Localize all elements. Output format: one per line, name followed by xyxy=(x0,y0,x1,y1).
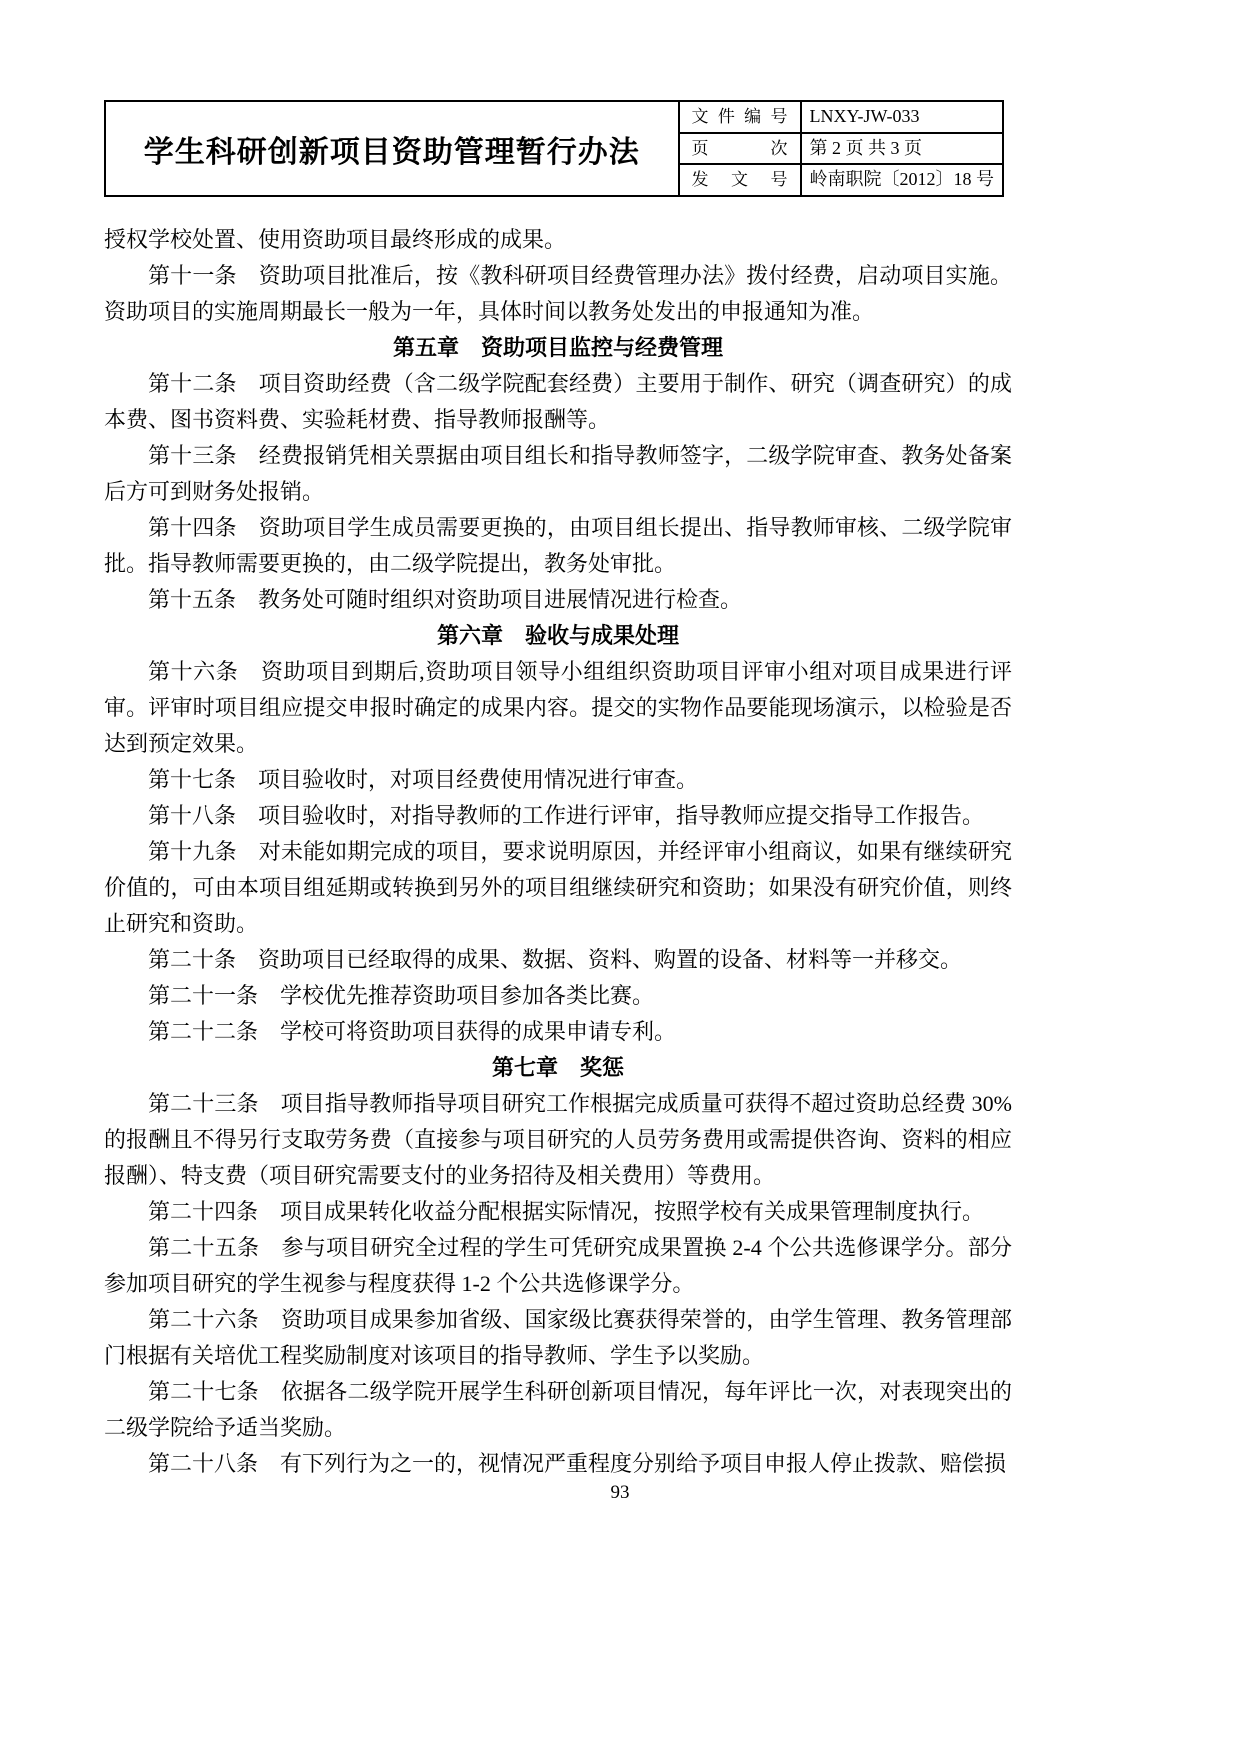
paragraph: 第二十三条 项目指导教师指导项目研究工作根据完成质量可获得不超过资助总经费 30%的报酬且不得另行支取劳务费（直接参与项目研究的人员劳务费用或需提供咨询、资料的相应报酬）、特支费（项目研究需要支付的业务招待及相关费用）等费用。 xyxy=(104,1091,1012,1188)
document-title: 学生科研创新项目资助管理暂行办法 xyxy=(106,102,680,195)
meta-row-page xyxy=(680,134,1003,166)
paragraph: 第十一条 资助项目批准后，按《教科研项目经费管理办法》拨付经费，启动项目实施。资助项目的实施周期最长一般为一年，具体时间以教务处发出的申报通知为准。 xyxy=(104,263,1012,324)
meta-value-page: 第 2 页 共 3 页 xyxy=(809,137,922,158)
meta-row-issue-number xyxy=(680,165,1003,195)
paragraph: 第十六条 资助项目到期后,资助项目领导小组组织资助项目评审小组对项目成果进行评审。评审时项目组应提交申报时确定的成果内容。提交的实物作品要能现场演示，以检验是否达到预定效果。 xyxy=(104,659,1012,756)
paragraph: 第二十一条 学校优先推荐资助项目参加各类比赛。 xyxy=(148,983,655,1008)
paragraph: 第二十五条 参与项目研究全过程的学生可凭研究成果置换 2-4 个公共选修课学分。部分参加项目研究的学生视参与程度获得 1-2 个公共选修课学分。 xyxy=(104,1235,1012,1296)
paragraph: 第十四条 资助项目学生成员需要更换的，由项目组长提出、指导教师审核、二级学院审批。指导教师需要更换的，由二级学院提出，教务处审批。 xyxy=(104,515,1012,576)
paragraph: 第二十七条 依据各二级学院开展学生科研创新项目情况，每年评比一次，对表现突出的二级学院给予适当奖励。 xyxy=(104,1379,1012,1440)
document-body xyxy=(104,222,1012,1482)
paragraph: 第十二条 项目资助经费（含二级学院配套经费）主要用于制作、研究（调查研究）的成本费、图书资料费、实验耗材费、指导教师报酬等。 xyxy=(104,371,1012,432)
chapter-heading: 第五章 资助项目监控与经费管理 xyxy=(392,335,723,360)
paragraph: 第二十条 资助项目已经取得的成果、数据、资料、购置的设备、材料等一并移交。 xyxy=(148,947,963,972)
paragraph: 第十八条 项目验收时，对指导教师的工作进行评审，指导教师应提交指导工作报告。 xyxy=(148,803,985,828)
meta-label-page: 页次 xyxy=(680,134,802,164)
paragraph: 授权学校处置、使用资助项目最终形成的成果。 xyxy=(104,227,567,252)
meta-table xyxy=(680,102,1003,195)
paragraph: 第二十六条 资助项目成果参加省级、国家级比赛获得荣誉的，由学生管理、教务管理部门根据有关培优工程奖励制度对该项目的指导教师、学生予以奖励。 xyxy=(104,1307,1012,1368)
paragraph: 第十九条 对未能如期完成的项目，要求说明原因，并经评审小组商议，如果有继续研究价值的，可由本项目组延期或转换到另外的项目组继续研究和资助；如果没有研究价值，则终止研究和资助。 xyxy=(104,839,1012,936)
meta-row-file-number xyxy=(680,102,1003,134)
paragraph: 第十三条 经费报销凭相关票据由项目组长和指导教师签字，二级学院审查、教务处备案后方可到财务处报销。 xyxy=(104,443,1012,504)
meta-value-file-number: LNXY-JW-033 xyxy=(809,106,920,126)
paragraph: 第十五条 教务处可随时组织对资助项目进展情况进行检查。 xyxy=(148,587,743,612)
meta-label-issue-number: 发文号 xyxy=(680,165,802,195)
chapter-heading: 第六章 验收与成果处理 xyxy=(436,623,679,648)
paragraph: 第二十八条 有下列行为之一的，视情况严重程度分别给予项目申报人停止拨款、赔偿损 xyxy=(148,1451,1007,1476)
document-header xyxy=(104,100,1004,197)
chapter-heading: 第七章 奖惩 xyxy=(491,1055,624,1080)
meta-value-issue-number: 岭南职院〔2012〕18 号 xyxy=(809,169,994,190)
paragraph: 第二十二条 学校可将资助项目获得的成果申请专利。 xyxy=(148,1019,677,1044)
paragraph: 第十七条 项目验收时，对项目经费使用情况进行审查。 xyxy=(148,767,699,792)
meta-label-file-number: 文件编号 xyxy=(680,102,802,132)
page-number: 93 xyxy=(610,1482,630,1503)
paragraph: 第二十四条 项目成果转化收益分配根据实际情况，按照学校有关成果管理制度执行。 xyxy=(148,1199,985,1224)
